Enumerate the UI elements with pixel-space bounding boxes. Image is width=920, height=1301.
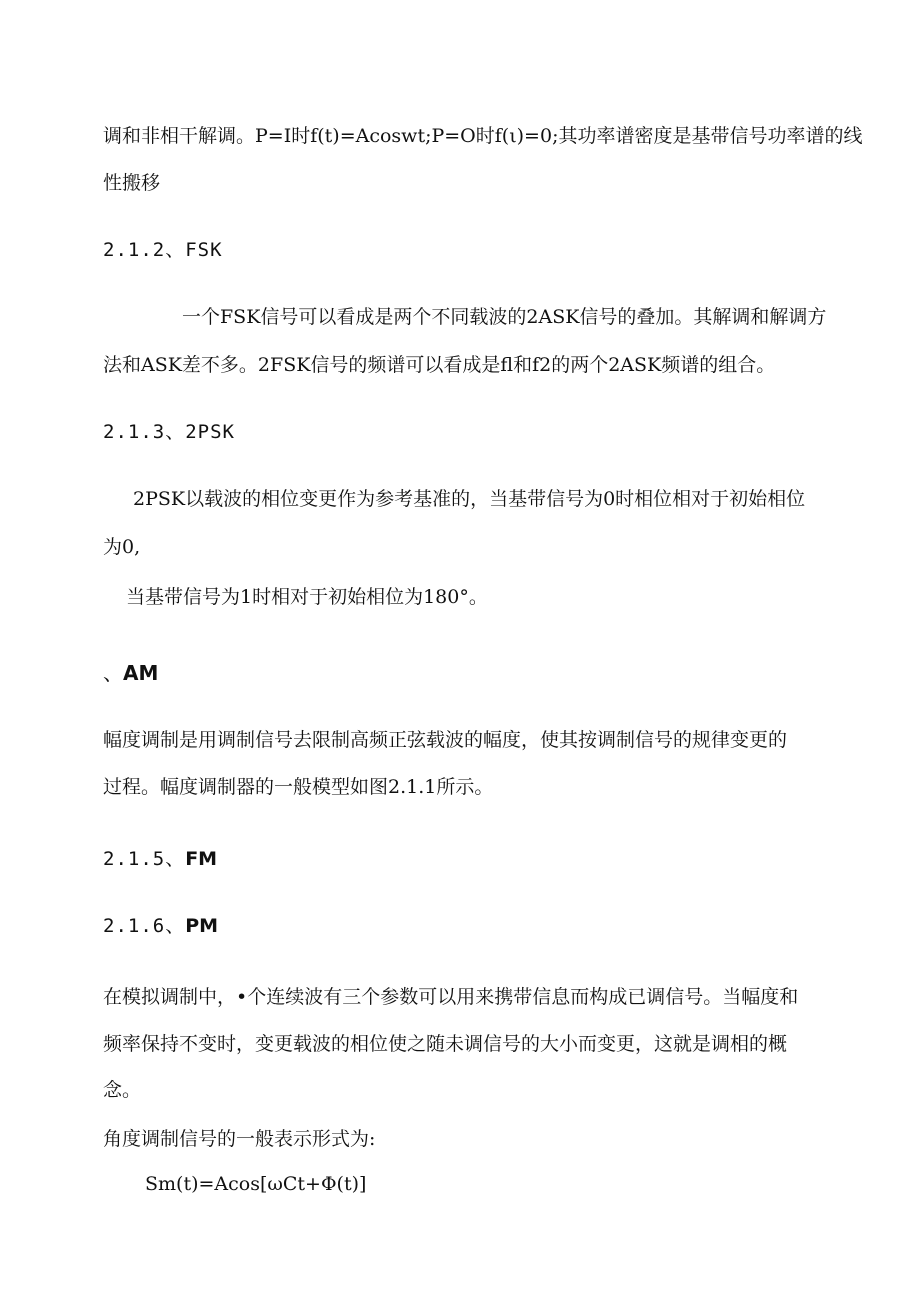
section-number: 2.1.2、	[103, 239, 186, 261]
paragraph-pm-line-3: 念。	[103, 1079, 142, 1101]
paragraph-pm-line-1: 在模拟调制中，•个连续波有三个参数可以用来携带信息而构成已调信号。当幅度和	[103, 986, 799, 1008]
section-heading-fm	[103, 847, 217, 871]
section-heading-fsk	[103, 238, 223, 262]
paragraph-pm-line-4: 角度调制信号的一般表示形式为:	[103, 1128, 376, 1150]
section-title: PM	[185, 915, 219, 937]
section-title: AM	[123, 661, 159, 685]
paragraph-fsk-line-2: 法和ASK差不多。2FSK信号的频谱可以看成是fl和f2的两个2ASK频谱的组合。	[103, 354, 776, 376]
paragraph-am-line-2: 过程。幅度调制器的一般模型如图2.1.1所示。	[103, 776, 494, 798]
section-heading-pm	[103, 914, 218, 938]
paragraph-ask-line-1: 调和非相干解调。P=I时f(t)=Acoswt;P=O时f(ι)=0;其功率谱密度是基带信号功率谱的线	[103, 125, 863, 147]
paragraph-fsk-line-1: 一个FSK信号可以看成是两个不同载波的2ASK信号的叠加。其解调和解调方	[182, 306, 827, 328]
section-title: FSK	[185, 239, 223, 261]
paragraph-2psk-line-3: 当基带信号为1时相对于初始相位为180°。	[126, 586, 488, 608]
paragraph-am-line-1: 幅度调制是用调制信号去限制高频正弦载波的幅度，使其按调制信号的规律变更的	[103, 729, 788, 751]
section-title: 2PSK	[185, 421, 235, 443]
section-number: 2.1.5、	[103, 848, 186, 870]
paragraph-2psk-line-1: 2PSK以载波的相位变更作为参考基准的，当基带信号为0时相位相对于初始相位	[133, 488, 806, 510]
paragraph-ask-line-2: 性搬移	[103, 172, 161, 194]
section-title: FM	[185, 848, 218, 870]
section-number: 2.1.6、	[103, 915, 186, 937]
formula-angle-modulation: Sm(t)=Acos[ωCt+Φ(t)]	[145, 1173, 367, 1195]
paragraph-pm-line-2: 频率保持不变时，变更载波的相位使之随未调信号的大小而变更，这就是调相的概	[103, 1033, 788, 1055]
section-number: 、	[103, 661, 123, 685]
section-heading-am	[103, 661, 158, 685]
section-heading-2psk	[103, 420, 235, 444]
paragraph-2psk-line-2: 为0,	[103, 536, 141, 558]
section-number: 2.1.3、	[103, 421, 186, 443]
